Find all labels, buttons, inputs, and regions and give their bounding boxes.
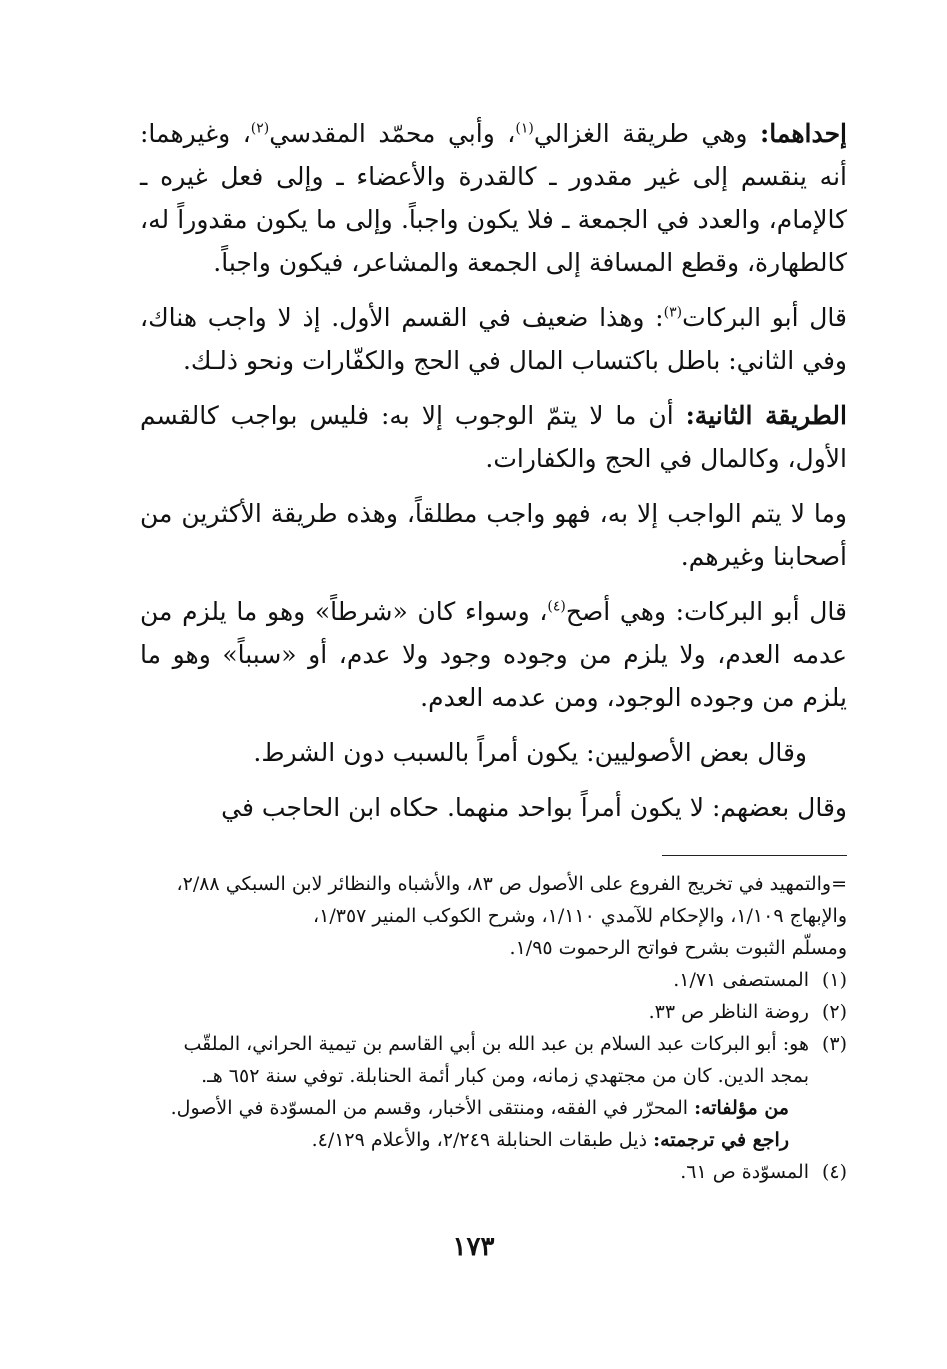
footnote-2 xyxy=(140,996,847,1028)
footnote-number: (٣) xyxy=(821,1033,847,1055)
paragraph-text: ، وغيرهما: أنه ينقسم إلى غير مقدور ـ كالقدرة والأعضاء ـ وإلى فعل غيره ـ كالإمام، والعدد في الجمعة ـ فلا يكون واجباً. وإلى ما يكون مقدوراً له، كالطهارة، وقطع المسافة إلى الجمعة والمشاعر، فيكون واجباً. xyxy=(140,119,847,277)
footnote-line: =والتمهيد في تخريج الفروع على الأصول ص ٨٣، والأشباه والنظائر لابن السبكي ٢/٨٨، xyxy=(176,873,847,895)
footnote-4 xyxy=(140,1156,847,1188)
footnote-number: (١) xyxy=(821,969,847,991)
footnote-works-text: المحرّر في الفقه، ومنتقى الأخبار، وقسم من المسوّدة في الأصول. xyxy=(170,1097,695,1119)
footnote-divider xyxy=(662,855,847,856)
paragraph-text: أن ما لا يتمّ الوجوب إلا به: فليس بواجب كالقسم الأول، وكالمال في الحج والكفارات. xyxy=(140,401,847,473)
paragraph-text: قال أبو البركات: وهي أصح xyxy=(565,597,847,626)
paragraph-lead: إحداهما: xyxy=(760,119,847,148)
footnote-bio-text: ذيل طبقات الحنابلة ٢/٢٤٩، والأعلام ٤/١٢٩. xyxy=(311,1129,654,1151)
footnote-line: والإبهاج ١/١٠٩، والإحكام للآمدي ١/١١٠، وشرح الكوكب المنير ١/٣٥٧، xyxy=(313,905,847,927)
paragraph-lead: الطريقة الثانية: xyxy=(685,401,847,430)
paragraph-text: وقال بعض الأصوليين: يكون أمراً بالسبب دون الشرط. xyxy=(253,738,807,767)
paragraph-2 xyxy=(140,296,847,382)
footnote-text: هو: أبو البركات عبد السلام بن عبد الله بن أبي القاسم بن تيمية الحراني، الملقّب بمجد الدين. كان من مجتهدي زمانه، ومن كبار أئمة الحنابلة. توفي سنة ٦٥٢ هـ. xyxy=(183,1033,809,1087)
paragraph-text: قال أبو البركات xyxy=(682,303,847,332)
footnote-ref[interactable]: (١) xyxy=(515,120,534,137)
footnote-bio-label: راجع في ترجمته: xyxy=(653,1129,789,1151)
paragraph-text: ، وسواء كان «شرطاً» وهو ما يلزم من عدمه العدم، ولا يلزم من وجوده وجود ولا عدم، أو «سبباً» وهو ما يلزم من وجوده الوجود، ومن عدمه العدم. xyxy=(140,597,847,712)
paragraph-text: ، وأبي محمّد المقدسي xyxy=(269,119,516,148)
paragraph-text: وقال بعضهم: لا يكون أمراً بواحد منهما. حكاه ابن الحاجب في xyxy=(221,793,847,822)
footnote-ref[interactable]: (٤) xyxy=(547,598,566,615)
footnote-continuation xyxy=(140,868,847,964)
page-number: ١٧٣ xyxy=(452,1232,495,1262)
paragraph-5 xyxy=(140,590,847,719)
footnote-number: (٤) xyxy=(821,1161,847,1183)
paragraph-4 xyxy=(140,492,847,578)
footnote-line: ومسلّم الثبوت بشرح فواتح الرحموت ١/٩٥. xyxy=(509,937,847,959)
footnote-1 xyxy=(140,964,847,996)
footnote-ref[interactable]: (٣) xyxy=(663,304,683,321)
paragraph-6 xyxy=(140,731,847,774)
footnote-number: (٢) xyxy=(821,1001,847,1023)
paragraph-text: وما لا يتم الواجب إلا به، فهو واجب مطلقاً، وهذه طريقة الأكثرين من أصحابنا وغيرهم. xyxy=(140,499,847,571)
paragraph-7 xyxy=(140,786,847,829)
paragraph-1 xyxy=(140,112,847,284)
footnote-text: المسوّدة ص ٦١. xyxy=(680,1161,809,1183)
main-text xyxy=(140,112,847,841)
footnote-3 xyxy=(140,1028,847,1156)
paragraph-text: وهي طريقة الغزالي xyxy=(533,119,761,148)
footnote-works-label: من مؤلفاته: xyxy=(694,1097,789,1119)
footnote-3-body xyxy=(140,1028,809,1156)
footnote-text: روضة الناظر ص ٣٣. xyxy=(648,1001,809,1023)
footnote-ref[interactable]: (٢) xyxy=(250,120,270,137)
footnote-bio xyxy=(140,1124,789,1156)
footnotes xyxy=(140,868,847,1188)
footnote-works xyxy=(140,1092,789,1124)
paragraph-text: : وهذا ضعيف في القسم الأول. إذ لا واجب هناك، وفي الثاني: باطل باكتساب المال في الحج والكفّارات ونحو ذلـك. xyxy=(140,303,847,375)
footnote-text: المستصفى ١/٧١. xyxy=(673,969,809,991)
paragraph-3 xyxy=(140,394,847,480)
